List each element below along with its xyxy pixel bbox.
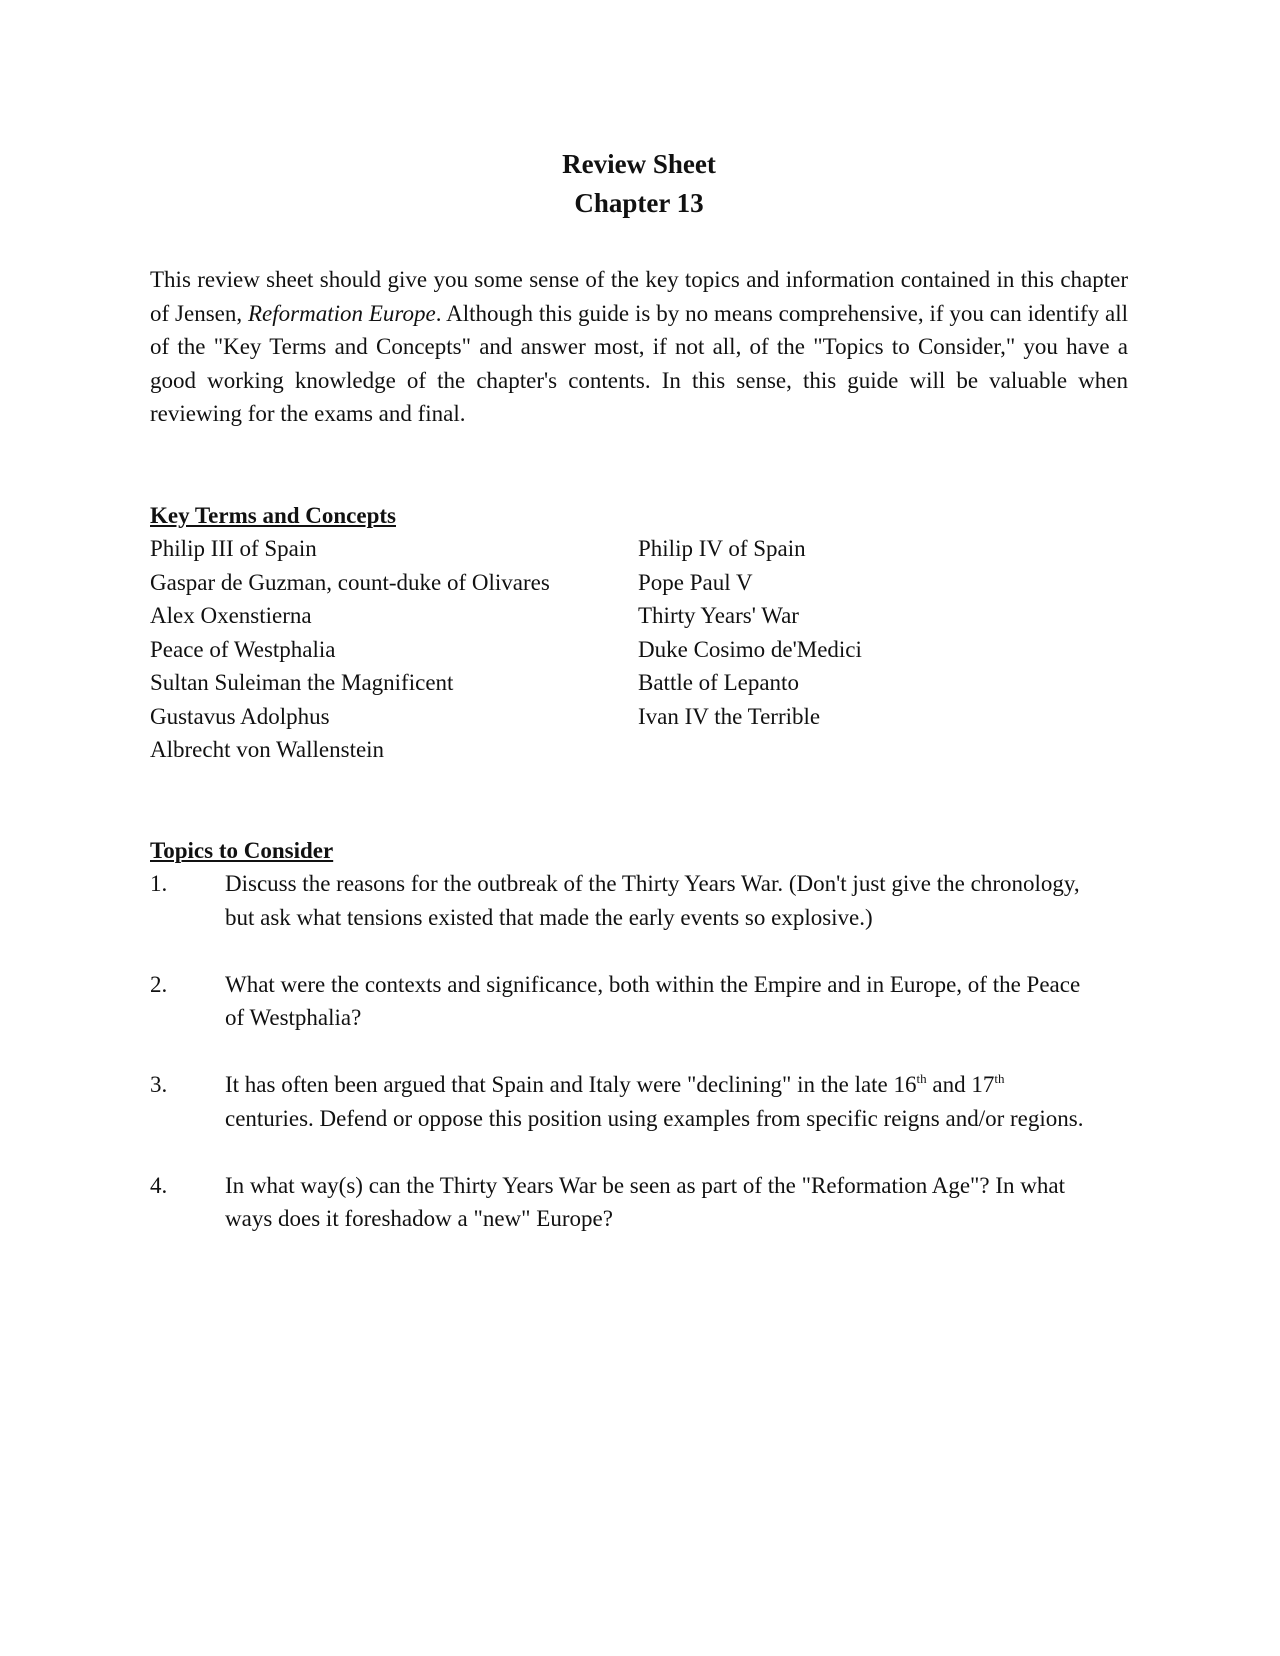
topic-text-part-c: centuries. Defend or oppose this position using examples from specific reigns and/or regions. [225,1105,1084,1131]
intro-text-part1: This review sheet should give you some sense of the key topics and information contained in this chapter of Jensen, [150,267,1128,326]
intro-paragraph [150,263,1128,431]
topic-text: What were the contexts and significance, both within the Empire and in Europe, of the Peace of Westphalia? [225,971,1081,1030]
key-terms-right-column [638,532,1128,767]
key-terms-list [150,532,1128,767]
key-term: Battle of Lepanto [638,670,799,695]
topic-number: 2. [150,971,168,997]
topic-number: 3. [150,1072,168,1097]
key-term: Gustavus Adolphus [150,703,330,729]
topic-text-part-b: and 17 [926,1072,995,1097]
title-line-2: Chapter 13 [574,188,704,218]
key-terms-section [150,499,1128,767]
topic-text [225,1068,1128,1135]
document-title [150,145,1128,223]
key-term: Philip III of Spain [150,536,317,561]
key-term: Sultan Suleiman the Magnificent [150,670,454,695]
key-term: Pope Paul V [638,569,753,595]
key-term: Duke Cosimo de'Medici [638,636,862,662]
key-terms-heading: Key Terms and Concepts [150,502,396,528]
key-terms-left-column [150,532,638,767]
topic-number: 1. [150,871,168,896]
key-term: Thirty Years' War [638,603,799,628]
ordinal-suffix: th [994,1071,1005,1086]
topic-item [150,867,1128,934]
title-line-1: Review Sheet [562,149,716,179]
ordinal-suffix: th [916,1071,927,1086]
topic-text: Discuss the reasons for the outbreak of the Thirty Years War. (Don't just give the chronology, but ask what tensions existed that made the early events so explosive.) [225,871,1080,930]
topics-section [150,834,1128,1236]
topic-text-part-a: It has often been argued that Spain and Italy were "declining" in the late 16 [225,1072,917,1097]
book-title: Reformation Europe [248,300,436,326]
intro-text-part2: . Although this guide is by no means comprehensive, if you can identify all of the "Key Terms and Concepts" and answer most, if not all, of the "Topics to Consider," you have a good working knowledge of the chapter's contents. In this sense, this guide will be valuable when reviewing for the exams and final. [150,300,1128,426]
key-term: Alex Oxenstierna [150,603,312,628]
topic-item [150,1169,1128,1236]
key-term: Peace of Westphalia [150,636,336,662]
key-term: Gaspar de Guzman, count-duke of Olivares [150,569,550,595]
key-term: Albrecht von Wallenstein [150,737,385,762]
topic-item [150,1068,1128,1135]
topic-text: In what way(s) can the Thirty Years War be seen as part of the "Reformation Age"? In what ways does it foreshadow a "new" Europe? [225,1172,1065,1231]
key-term: Ivan IV the Terrible [638,703,821,729]
topic-number: 4. [150,1172,168,1198]
document-page [150,145,1128,1269]
topics-heading: Topics to Consider [150,837,334,863]
key-term: Philip IV of Spain [638,536,806,561]
topic-item [150,968,1128,1035]
